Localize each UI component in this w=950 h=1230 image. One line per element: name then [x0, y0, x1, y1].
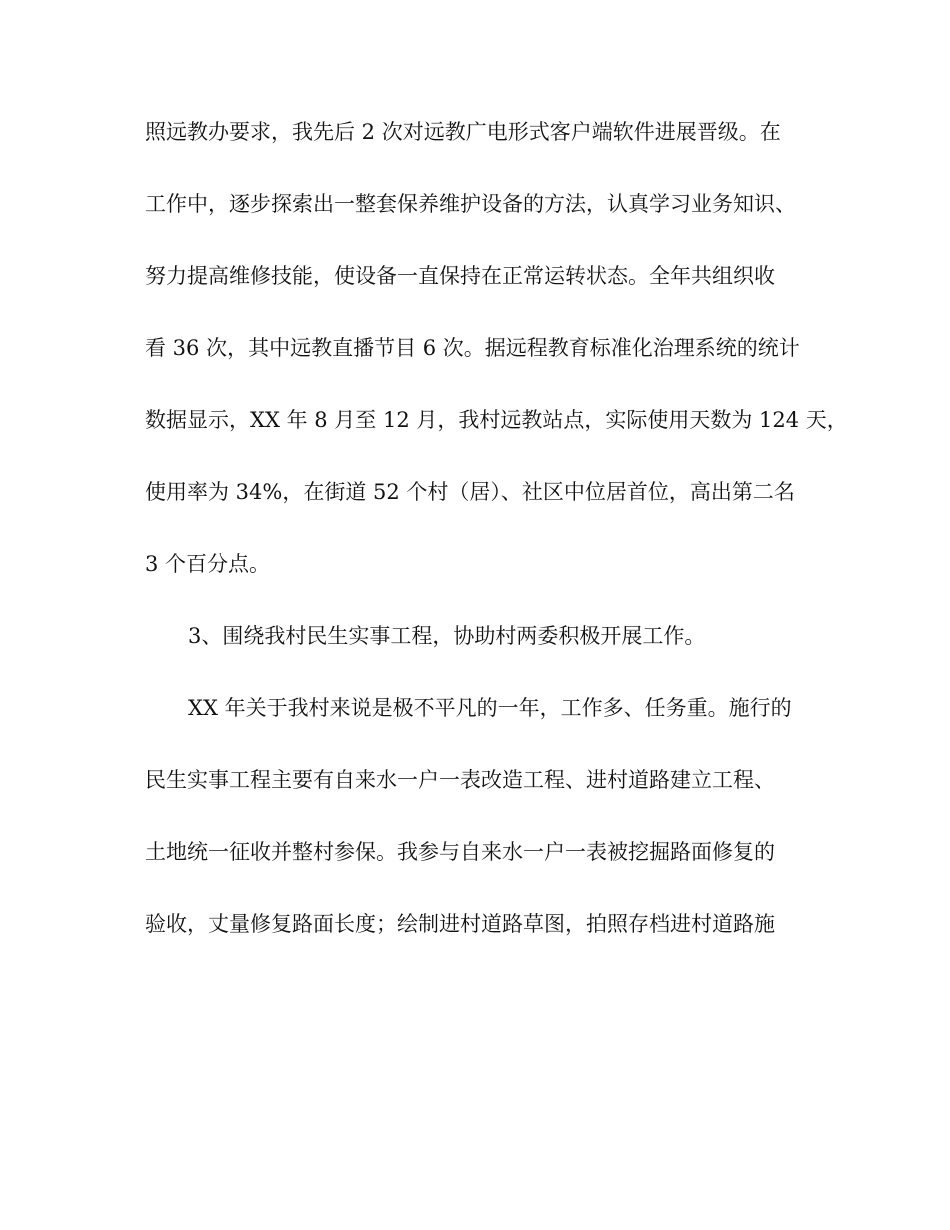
paragraph-line-3: 努力提高维修技能，使设备一直保持在正常运转状态。全年共组织收 — [145, 264, 775, 288]
paragraph-line-7: 3 个百分点。 — [145, 552, 271, 576]
paragraph-line-6: 使用率为 34%，在街道 52 个村（居）、社区中位居首位，高出第二名 — [145, 480, 795, 504]
paragraph-line-5: 数据显示，XX 年 8 月至 12 月，我村远教站点，实际使用天数为 124 天， — [145, 408, 848, 432]
paragraph-line-10: 民生实事工程主要有自来水一户一表改造工程、进村道路建立工程、 — [145, 768, 775, 792]
section-heading-3: 3、围绕我村民生实事工程，协助村两委积极开展工作。 — [188, 624, 706, 648]
paragraph-line-4: 看 36 次，其中远教直播节目 6 次。据远程教育标准化治理系统的统计 — [145, 336, 800, 360]
paragraph-line-12: 验收，丈量修复路面长度；绘制进村道路草图，拍照存档进村道路施 — [145, 912, 775, 936]
paragraph-line-2: 工作中，逐步探索出一整套保养维护设备的方法，认真学习业务知识、 — [145, 192, 796, 216]
paragraph-line-9: XX 年关于我村来说是极不平凡的一年，工作多、任务重。施行的 — [188, 696, 792, 720]
paragraph-line-11: 土地统一征收并整村参保。我参与自来水一户一表被挖掘路面修复的 — [145, 840, 775, 864]
paragraph-line-1: 照远教办要求，我先后 2 次对远教广电形式客户端软件进展晋级。在 — [145, 120, 781, 144]
